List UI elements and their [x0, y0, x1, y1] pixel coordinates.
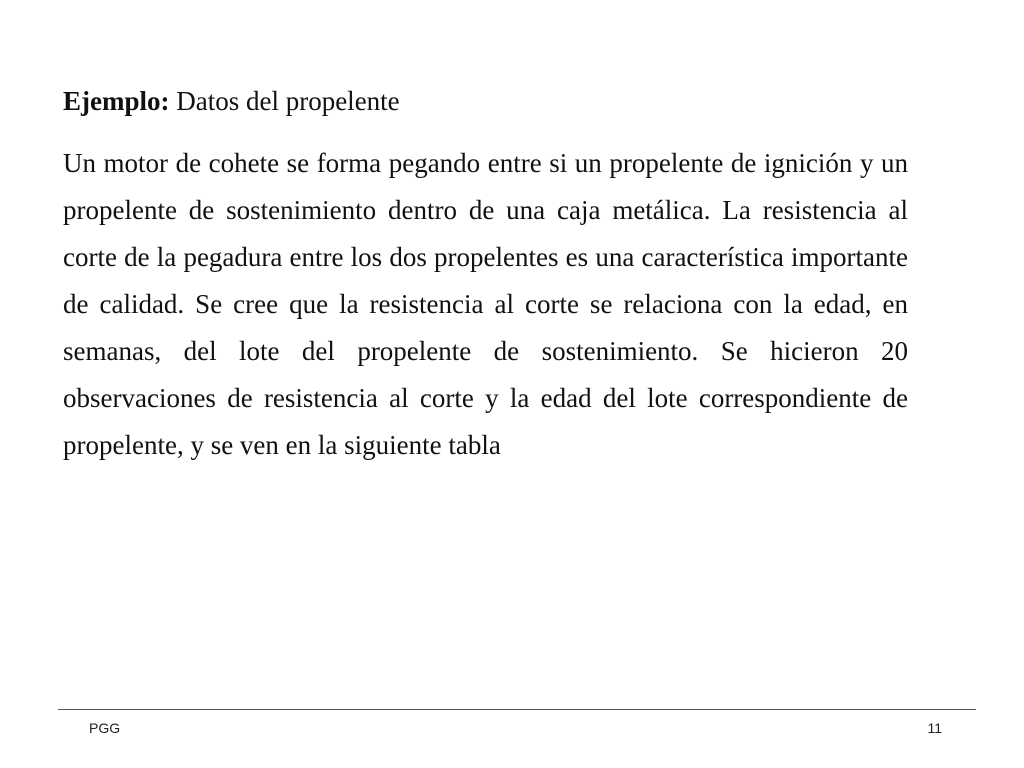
- heading-title: Datos del propelente: [169, 86, 400, 116]
- heading-label: Ejemplo:: [63, 86, 170, 116]
- slide-heading: [63, 82, 913, 120]
- page-number: 11: [927, 720, 942, 736]
- footer-divider: [58, 709, 976, 710]
- footer-author: PGG: [89, 720, 121, 736]
- slide-paragraph: Un motor de cohete se forma pegando entre si un propelente de ignición y un propelente de sostenimiento dentro de una caja metálica. La resistencia al corte de la pegadura entre los dos propelentes es una característica importante de calidad. Se cree que la resistencia al corte se relaciona con la edad, en semanas, del lote del propelente de sostenimiento. Se hicieron 20 observaciones de resistencia al corte y la edad del lote correspondiente de propelente, y se ven en la siguiente tabla: [63, 148, 908, 460]
